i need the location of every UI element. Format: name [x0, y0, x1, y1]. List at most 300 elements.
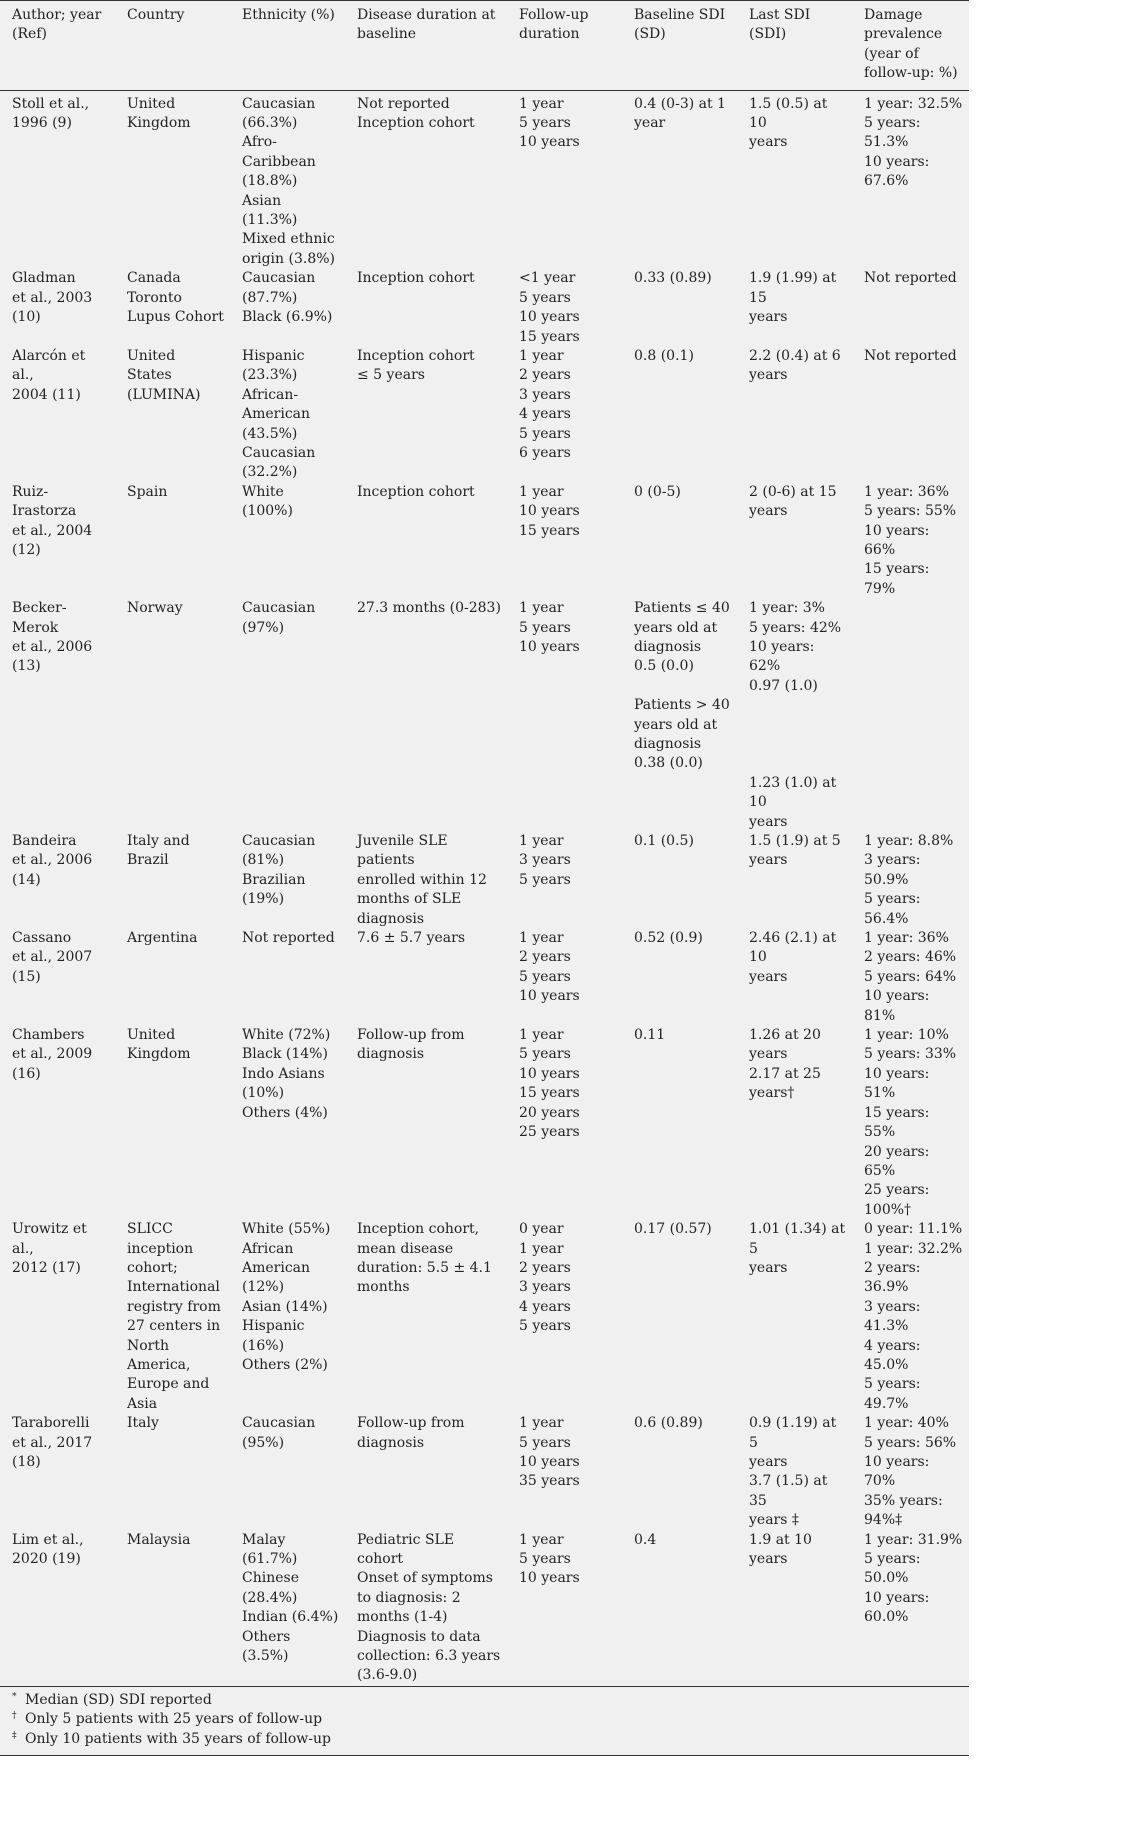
cell-line: Kingdom — [127, 1046, 191, 1063]
cell-damage — [852, 347, 969, 483]
cell-line: International — [127, 1279, 220, 1296]
cell-damage — [852, 90, 969, 269]
cell-baseline — [622, 929, 737, 1026]
cell-duration — [345, 483, 507, 599]
cell-line — [749, 716, 846, 735]
table-footnotes — [0, 1686, 969, 1757]
cell-line: year — [634, 115, 666, 132]
cell-line: 1 year: 32.5% — [864, 95, 963, 112]
cell-ethnicity — [230, 1026, 345, 1220]
cell-line: 1.23 (1.0) at 10 — [749, 774, 837, 811]
cell-line: Inception cohort — [357, 347, 475, 364]
column-header-duration — [345, 1, 507, 91]
cell-line: registry from — [127, 1298, 221, 1315]
cell-line: Disease duration at — [357, 7, 496, 23]
cell-line: 10 years: — [864, 153, 930, 170]
footnote — [12, 1710, 969, 1730]
cell-line: 10 years — [519, 503, 580, 520]
cell-line: (19%) — [242, 891, 285, 908]
cell-line: (97%) — [242, 619, 285, 636]
cell-line: 1 year: 40% — [864, 1415, 949, 1432]
table-row — [0, 483, 969, 599]
cell-last — [737, 1414, 852, 1530]
cell-line: duration: 5.5 ± 4.1 — [357, 1259, 492, 1276]
cell-line: Country — [127, 7, 185, 23]
cell-author — [0, 929, 115, 1026]
cell-line: Others (3.5%) — [242, 1628, 291, 1665]
cell-line: inception — [127, 1240, 194, 1257]
cell-line: Argentina — [127, 930, 198, 947]
cell-baseline — [622, 483, 737, 599]
cell-line: 3 years: 50.9% — [864, 852, 921, 888]
cell-line: Black (14%) — [242, 1046, 328, 1063]
cell-line: Juvenile SLE patients — [357, 833, 448, 869]
cell-line: et al., 2004 — [12, 522, 93, 539]
cell-line: 1 year — [519, 1027, 564, 1044]
cell-line: 0.17 (0.57) — [634, 1221, 712, 1238]
cell-line: 15 years — [519, 522, 580, 539]
cell-author — [0, 347, 115, 483]
cell-line: SLICC — [127, 1221, 173, 1238]
cell-baseline — [622, 1220, 737, 1414]
cell-line: 1 year: 36% — [864, 930, 949, 947]
cell-line: 3 years: 41.3% — [864, 1298, 921, 1335]
cell-line: (95%) — [242, 1434, 285, 1451]
cell-line: 2.2 (0.4) at 6 — [749, 347, 841, 364]
cell-line: et al., 2003 — [12, 289, 93, 306]
cell-line: Caucasian — [242, 600, 316, 617]
cell-line: 5 years — [519, 968, 571, 985]
table-row — [0, 347, 969, 483]
cell-author — [0, 1531, 115, 1686]
cell-followup — [507, 483, 622, 599]
cell-line: 4 years — [519, 1298, 571, 1315]
cell-country — [115, 929, 230, 1026]
cell-line: Europe and — [127, 1376, 210, 1393]
cell-last — [737, 483, 852, 599]
cell-duration — [345, 347, 507, 483]
cell-line: Diagnosis to data — [357, 1628, 481, 1645]
cell-line: 5 years — [519, 425, 571, 442]
cell-line: years — [749, 134, 788, 151]
cell-line: 0.8 (0.1) — [634, 347, 694, 364]
cell-line: prevalence — [864, 26, 943, 43]
footnote-text: Only 5 patients with 25 years of follow-up — [25, 1711, 323, 1728]
cell-duration — [345, 1220, 507, 1414]
table-row — [0, 599, 969, 832]
cell-line: 1 year — [519, 1240, 564, 1257]
cell-line: 0.11 — [634, 1027, 666, 1044]
column-header-damage — [852, 1, 969, 91]
cell-line: 2 years: 46% — [864, 949, 957, 966]
cell-damage — [852, 1026, 969, 1220]
cell-line: 1.5 (1.9) at 5 — [749, 833, 841, 849]
cell-line: Not reported — [864, 270, 957, 287]
cell-line: diagnosis — [357, 910, 425, 927]
cell-line: (13) — [12, 658, 41, 675]
cell-line: 5 years — [519, 1318, 571, 1335]
cell-line: 0.97 (1.0) — [749, 677, 818, 694]
cell-line: 10 years — [519, 1570, 580, 1587]
cell-damage — [852, 929, 969, 1026]
cell-author — [0, 1414, 115, 1530]
cell-line: 0.38 (0.0) — [634, 755, 703, 772]
cell-line: 0 year: 11.1% — [864, 1221, 963, 1238]
cell-line: diagnosis — [634, 639, 702, 655]
cell-line: Not reported — [242, 930, 335, 947]
cell-line: 0.4 — [634, 1531, 657, 1548]
cell-damage — [852, 599, 969, 832]
cell-line: 5 years — [519, 115, 571, 132]
cell-line: 4 years: 45.0% — [864, 1337, 921, 1373]
cell-line: et al., 2006 — [12, 852, 93, 869]
cell-baseline — [622, 1414, 737, 1530]
cell-line: Indian (6.4%) — [242, 1609, 339, 1626]
cell-duration — [345, 1414, 507, 1530]
table-row — [0, 832, 969, 929]
cell-line: 1 year: 36% — [864, 483, 949, 500]
cell-line: 10 years — [519, 1454, 580, 1470]
cell-line: Stoll et al., — [12, 95, 90, 112]
cell-line: 27.3 months (0-283) — [357, 600, 501, 617]
cell-line: years old at — [634, 619, 718, 636]
cell-line: 5 years: 49.7% — [864, 1376, 921, 1412]
column-header-author — [0, 1, 115, 91]
cell-line: 4 years — [519, 406, 571, 423]
cell-line: (10) — [12, 309, 41, 326]
cell-line: 10 years: 70% — [864, 1454, 930, 1490]
cell-line: Others (2%) — [242, 1356, 328, 1373]
cell-line: 20 years: 65% — [864, 1143, 930, 1179]
cell-line: <1 year — [519, 270, 576, 287]
cell-line: Not reported — [864, 347, 957, 364]
cell-line: Brazilian — [242, 871, 306, 888]
footnote — [12, 1691, 969, 1711]
cell-line: 1.01 (1.34) at 5 — [749, 1221, 846, 1257]
cell-line: (LUMINA) — [127, 386, 201, 403]
cell-line: cohort; — [127, 1259, 178, 1276]
cell-country — [115, 347, 230, 483]
cell-baseline — [622, 599, 737, 832]
cell-followup — [507, 832, 622, 929]
cell-line: enrolled within 12 — [357, 871, 487, 888]
cell-line: Gladman — [12, 270, 76, 287]
cell-country — [115, 599, 230, 832]
cell-ethnicity — [230, 929, 345, 1026]
cell-line: Caucasian — [242, 833, 316, 849]
cell-line: 1 year — [519, 483, 564, 500]
cell-line — [749, 754, 846, 773]
cell-line: 0.5 (0.0) — [634, 658, 694, 675]
cell-ethnicity — [230, 1531, 345, 1686]
cell-line: et al., 2017 — [12, 1434, 93, 1451]
cell-line: 35% years: — [864, 1492, 943, 1509]
cell-line: 10 years: — [864, 1589, 930, 1606]
table-row — [0, 1026, 969, 1220]
cell-line: years old at — [634, 716, 718, 733]
cell-line: Becker-Merok — [12, 600, 67, 636]
cell-line: 10 years: 66% — [864, 522, 930, 558]
cell-baseline — [622, 1026, 737, 1220]
cell-line: 1 year: 8.8% — [864, 833, 954, 849]
cell-line: Inception cohort, — [357, 1221, 480, 1238]
cell-line: 15 years: 55% — [864, 1104, 930, 1141]
cell-line: North — [127, 1337, 170, 1354]
cell-line: Hispanic — [242, 347, 305, 364]
cell-country — [115, 1026, 230, 1220]
cell-followup — [507, 599, 622, 832]
cell-line: (Ref) — [12, 26, 47, 43]
cell-line: Norway — [127, 600, 183, 617]
cell-line: Patients > 40 — [634, 697, 730, 714]
cell-line: Malay (61.7%) — [242, 1531, 298, 1568]
cell-ethnicity — [230, 1220, 345, 1414]
cell-line: years — [749, 309, 788, 326]
cell-line: (66.3%) — [242, 115, 298, 132]
cell-line: Follow-up — [519, 7, 589, 23]
table-row — [0, 269, 969, 347]
cell-last — [737, 929, 852, 1026]
cell-author — [0, 599, 115, 832]
cell-line: Chambers — [12, 1027, 85, 1044]
cell-line: 5 years — [519, 1434, 571, 1451]
cell-ethnicity — [230, 269, 345, 347]
cell-line: duration — [519, 26, 580, 43]
cell-line: Irastorza — [12, 503, 77, 520]
cell-line: 0.1 (0.5) — [634, 833, 694, 849]
cell-line: Taraborelli — [12, 1415, 90, 1432]
cell-line: 1.9 (1.99) at 15 — [749, 270, 837, 306]
cell-author — [0, 90, 115, 269]
cell-ethnicity — [230, 832, 345, 929]
cell-followup — [507, 929, 622, 1026]
cell-followup — [507, 269, 622, 347]
cell-damage — [852, 1531, 969, 1686]
cell-author — [0, 832, 115, 929]
cell-country — [115, 832, 230, 929]
cell-line: 27 centers in — [127, 1318, 221, 1335]
cell-line: White (100%) — [242, 483, 293, 520]
cell-line: Others (4%) — [242, 1104, 328, 1121]
cell-line: 1 year: 32.2% — [864, 1240, 963, 1257]
cell-last — [737, 1026, 852, 1220]
cell-line: years — [749, 813, 788, 830]
cell-line: 10 years: 51% — [864, 1065, 930, 1102]
cell-line — [749, 735, 846, 754]
cell-line: Urowitz et al., — [12, 1221, 87, 1257]
cell-line: 15 years — [519, 328, 580, 345]
cell-line: 25 years — [519, 1124, 580, 1141]
cell-line: years — [749, 503, 788, 520]
cell-line: Brazil — [127, 852, 169, 869]
cell-baseline — [622, 832, 737, 929]
footnote-text: Median (SD) SDI reported — [25, 1691, 212, 1708]
cell-line: Pediatric SLE cohort — [357, 1531, 455, 1568]
cell-line: Caucasian — [242, 1415, 316, 1432]
cell-line: Caribbean — [242, 153, 316, 170]
cell-line: Spain — [127, 483, 168, 500]
cell-country — [115, 90, 230, 269]
cell-line: 1996 (9) — [12, 115, 72, 132]
table-row — [0, 90, 969, 269]
cell-line: 2012 (17) — [12, 1259, 81, 1276]
cell-line: United — [127, 1027, 176, 1044]
cell-country — [115, 1414, 230, 1530]
cell-line: years† — [749, 1085, 795, 1102]
cell-line: (12%) — [242, 1279, 285, 1296]
cell-followup — [507, 1414, 622, 1530]
cell-line: (16) — [12, 1065, 41, 1082]
cell-followup — [507, 1220, 622, 1414]
column-header-ethnicity — [230, 1, 345, 91]
cell-line: 0.6 (0.89) — [634, 1415, 703, 1432]
cell-line: United — [127, 95, 176, 112]
cell-line: America, — [127, 1356, 191, 1373]
cell-line: Caucasian — [242, 444, 316, 461]
cell-line: 1 year — [519, 833, 564, 849]
cell-country — [115, 483, 230, 599]
cell-line: (15) — [12, 968, 41, 985]
cell-ethnicity — [230, 1414, 345, 1530]
cell-damage — [852, 832, 969, 929]
cell-line: 1.26 at 20 — [749, 1027, 821, 1044]
cell-line: (43.5%) — [242, 425, 298, 442]
cell-line: 1 year: 10% — [864, 1027, 949, 1044]
cell-line: diagnosis — [357, 1434, 425, 1451]
cell-line: 5 years: 64% — [864, 968, 957, 985]
cell-line: Damage — [864, 7, 923, 23]
cell-line: 2.46 (2.1) at 10 — [749, 930, 837, 966]
cell-last — [737, 832, 852, 929]
cell-line: et al., 2009 — [12, 1046, 93, 1063]
cell-ethnicity — [230, 483, 345, 599]
cell-line: origin (3.8%) — [242, 250, 335, 267]
cell-line: (12) — [12, 541, 41, 558]
cell-line: Not reported — [357, 95, 450, 112]
cell-line: (18.8%) — [242, 173, 298, 190]
table-row — [0, 1414, 969, 1530]
cell-line: (23.3%) — [242, 367, 298, 384]
cell-line: 0.52 (0.9) — [634, 930, 703, 947]
cell-line: 1 year — [519, 347, 564, 364]
cell-line: 5 years — [519, 619, 571, 636]
cell-line: Cassano — [12, 930, 72, 947]
cell-ethnicity — [230, 347, 345, 483]
cell-last — [737, 599, 852, 832]
cell-line: African — [242, 1240, 294, 1257]
cell-author — [0, 1220, 115, 1414]
cell-line: 5 years: 55% — [864, 503, 957, 520]
cell-damage — [852, 269, 969, 347]
cell-duration — [345, 832, 507, 929]
cell-line: Last SDI — [749, 7, 811, 23]
cell-last — [737, 269, 852, 347]
cell-followup — [507, 1026, 622, 1220]
cell-line: 3 years — [519, 852, 571, 869]
cell-line: Kingdom — [127, 115, 191, 132]
cell-line: (16%) — [242, 1337, 285, 1354]
cell-line: 5 years: 56.4% — [864, 891, 921, 927]
cell-line: 0.33 (0.89) — [634, 270, 712, 287]
cell-line: 5 years — [519, 871, 571, 888]
cell-line: 2020 (19) — [12, 1551, 81, 1568]
cell-line: Inception cohort — [357, 115, 475, 132]
footnote-mark: * — [12, 1691, 17, 1702]
cell-line: (10%) — [242, 1085, 285, 1102]
cell-line: 1 year — [519, 930, 564, 947]
cell-line: (81%) — [242, 852, 285, 869]
cell-line: (SD) — [634, 26, 666, 43]
cell-line: (14) — [12, 871, 41, 888]
cell-duration — [345, 1531, 507, 1686]
cell-line: Patients ≤ 40 — [634, 600, 730, 617]
cell-damage — [852, 1220, 969, 1414]
cell-line: White (72%) — [242, 1027, 331, 1044]
cell-line: 25 years: — [864, 1182, 930, 1199]
cell-line: Alarcón et al., — [12, 347, 86, 384]
cell-line: 1.5 (0.5) at 10 — [749, 95, 828, 132]
cell-last — [737, 347, 852, 483]
cell-line: United States — [127, 347, 176, 384]
cell-last — [737, 1220, 852, 1414]
cell-author — [0, 483, 115, 599]
cell-line: Asia — [127, 1395, 158, 1412]
cell-line: to diagnosis: 2 — [357, 1589, 461, 1606]
cell-line: 5 years: 56% — [864, 1434, 957, 1451]
cell-country — [115, 1220, 230, 1414]
cell-line: 2.17 at 25 — [749, 1065, 821, 1082]
cell-line: American — [242, 1259, 311, 1276]
cell-line: Onset of symptoms — [357, 1570, 493, 1587]
cell-line: Caucasian — [242, 270, 316, 287]
cell-line: 0.9 (1.19) at 5 — [749, 1415, 837, 1451]
cell-line: months — [357, 1279, 410, 1296]
cell-line: 2 years — [519, 1259, 571, 1276]
table-row — [0, 929, 969, 1026]
cell-line: 1 year — [519, 600, 564, 617]
column-header-last — [737, 1, 852, 91]
cell-line: 10 years — [519, 988, 580, 1005]
cell-line: diagnosis — [634, 736, 702, 753]
cell-line: 15 years — [519, 1085, 580, 1102]
cell-line: 35 years — [519, 1473, 580, 1490]
cell-line: et al., 2007 — [12, 949, 93, 966]
cell-line: (87.7%) — [242, 289, 298, 306]
cell-line: et al., 2006 — [12, 639, 93, 655]
cell-line: (year of — [864, 45, 919, 62]
cell-duration — [345, 599, 507, 832]
cell-line: mean disease — [357, 1240, 454, 1257]
cell-line: White (55%) — [242, 1221, 331, 1238]
cell-line — [749, 696, 846, 715]
cell-line: Inception cohort — [357, 483, 475, 500]
cell-line: 10 years: 81% — [864, 988, 930, 1024]
cell-line: (SDI) — [749, 26, 787, 43]
cell-damage — [852, 1414, 969, 1530]
cell-line: years — [749, 1259, 788, 1276]
cell-baseline — [622, 90, 737, 269]
cell-line: Italy and — [127, 833, 190, 849]
cell-last — [737, 90, 852, 269]
cell-line: (3.6-9.0) — [357, 1667, 418, 1684]
cell-line: years — [749, 852, 788, 869]
cell-line: 3 years — [519, 1279, 571, 1296]
cell-baseline — [622, 1531, 737, 1686]
table-header-row — [0, 1, 969, 91]
cell-line: Indo Asians — [242, 1065, 325, 1082]
cell-line: 5 years — [519, 1551, 571, 1568]
cell-line: 0.4 (0-3) at 1 — [634, 95, 726, 112]
